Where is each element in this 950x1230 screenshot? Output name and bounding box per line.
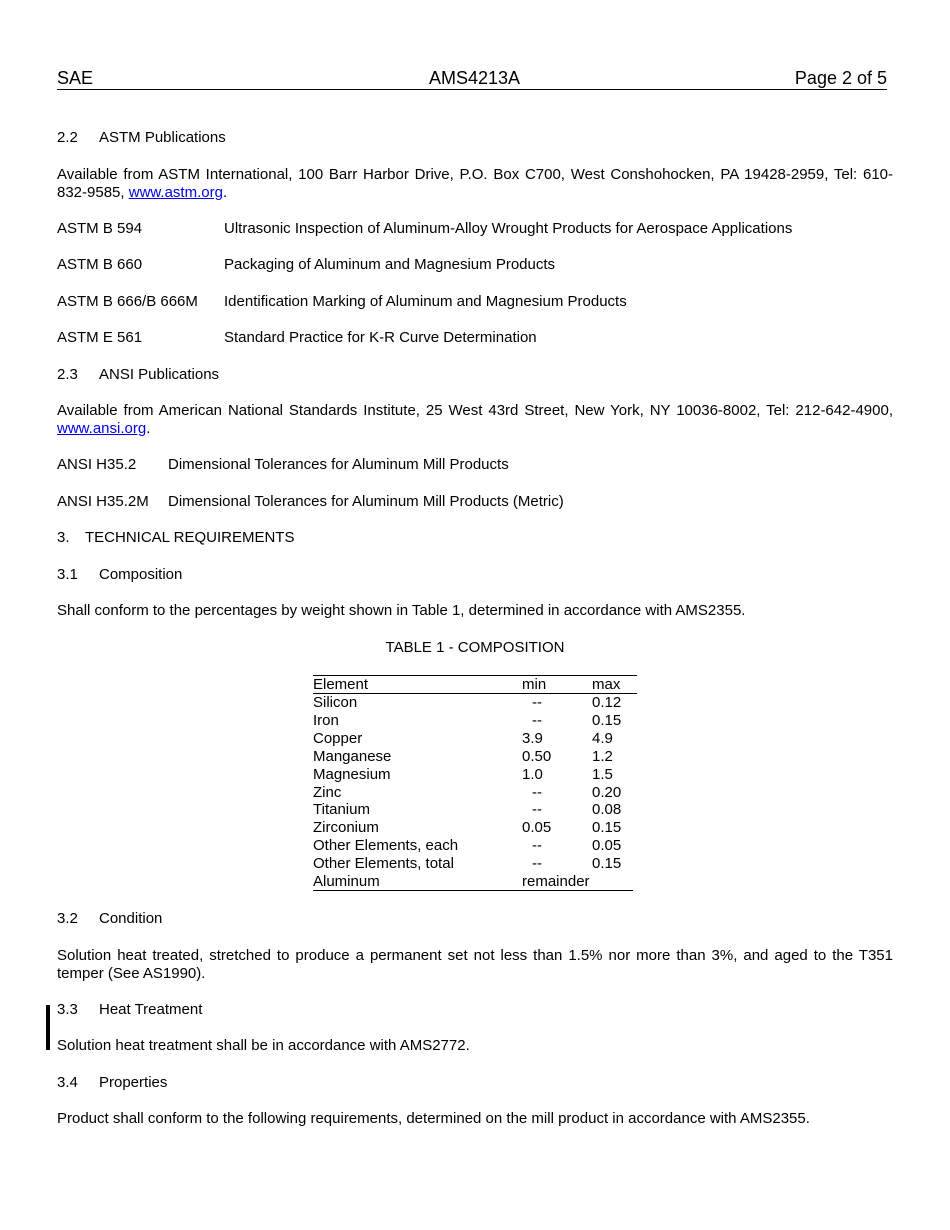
- period: .: [222, 184, 228, 201]
- cell-min: --: [532, 837, 542, 855]
- section-number: 3.: [57, 529, 70, 546]
- cell-element: Manganese: [313, 747, 392, 765]
- cell-min: 3.9: [522, 729, 543, 747]
- cell-max: 1.2: [592, 747, 613, 765]
- reference-title: Dimensional Tolerances for Aluminum Mill Products (Metric): [168, 493, 564, 510]
- section-number: 2.2: [57, 129, 78, 146]
- section-title: ASTM Publications: [99, 129, 226, 146]
- table-row: [313, 766, 637, 784]
- section-3-1-heading: [57, 566, 182, 584]
- section-number: 3.3: [57, 1001, 78, 1018]
- cell-element: Magnesium: [313, 765, 391, 783]
- availability-text: Available from ASTM International, 100 Barr Harbor Drive, P.O. Box C700, West Conshohocken, PA 19428-2959, Tel: 610-832-9585,: [57, 166, 893, 201]
- header-org: SAE: [57, 68, 94, 88]
- cell-max: 0.15: [592, 711, 622, 729]
- header-min: min: [522, 676, 547, 693]
- table-row: [313, 837, 637, 855]
- cell-max: 0.05: [592, 837, 622, 855]
- cell-element: Aluminum: [313, 873, 380, 890]
- reference-code: ASTM B 660: [57, 256, 143, 273]
- availability-text: Available from American National Standards Institute, 25 West 43rd Street, New York, NY 10036-8002, Tel: 212-642-4900,: [57, 402, 893, 419]
- cell-min: --: [532, 694, 542, 711]
- cell-max: 0.15: [592, 819, 622, 837]
- section-title: ANSI Publications: [99, 366, 220, 383]
- cell-min: 0.05: [522, 819, 552, 837]
- cell-min: --: [532, 801, 542, 819]
- table-row: [313, 748, 637, 766]
- cell-max: 0.15: [592, 855, 622, 873]
- section-title: Heat Treatment: [99, 1001, 203, 1018]
- header-element: Element: [313, 676, 369, 693]
- revision-change-bar: [46, 1005, 50, 1050]
- cell-element: Other Elements, each: [313, 837, 459, 855]
- cell-min: --: [532, 711, 542, 729]
- cell-element: Other Elements, total: [313, 855, 454, 873]
- cell-element: Iron: [313, 711, 339, 729]
- cell-max: 0.08: [592, 801, 622, 819]
- section-2-2-availability: [57, 166, 893, 202]
- reference-title: Ultrasonic Inspection of Aluminum-Alloy Wrought Products for Aerospace Applications: [224, 220, 793, 237]
- reference-title: Identification Marking of Aluminum and Magnesium Products: [224, 293, 627, 310]
- reference-row: [57, 256, 893, 274]
- section-3-2-heading: [57, 910, 162, 928]
- section-2-3-availability: [57, 402, 893, 438]
- reference-code: ASTM B 666/B 666M: [57, 293, 198, 310]
- cell-max: 0.20: [592, 783, 622, 801]
- header-doc-number: AMS4213A: [429, 68, 521, 88]
- ansi-link[interactable]: www.ansi.org: [57, 420, 147, 437]
- cell-max: 4.9: [592, 729, 613, 747]
- table-row: [313, 855, 637, 873]
- cell-max: 1.5: [592, 765, 613, 783]
- cell-element: Zirconium: [313, 819, 379, 837]
- table-rule-bottom: [313, 890, 633, 891]
- cell-min: 1.0: [522, 765, 543, 783]
- cell-min: --: [532, 783, 542, 801]
- section-title: Properties: [99, 1074, 168, 1091]
- table-row: [313, 712, 637, 730]
- table-row: [313, 873, 637, 891]
- table-row: [313, 730, 637, 748]
- section-number: 3.2: [57, 910, 78, 927]
- cell-min: remainder: [522, 873, 590, 890]
- reference-row: [57, 220, 893, 238]
- table-row: [313, 819, 637, 837]
- section-3-1-text: Shall conform to the percentages by weight shown in Table 1, determined in accordance with AMS2355.: [57, 602, 746, 619]
- section-3-4-heading: [57, 1074, 167, 1092]
- header-max: max: [592, 676, 621, 693]
- section-3-3-heading: [57, 1001, 202, 1019]
- reference-code: ASTM B 594: [57, 220, 143, 237]
- page-header: [57, 68, 887, 90]
- table-row: [313, 694, 637, 712]
- section-3-4-text: Product shall conform to the following requirements, determined on the mill product in accordance with AMS2355.: [57, 1110, 810, 1127]
- reference-code: ANSI H35.2: [57, 456, 137, 473]
- section-3-3-text: Solution heat treatment shall be in accordance with AMS2772.: [57, 1037, 470, 1054]
- section-number: 2.3: [57, 366, 78, 383]
- cell-min: 0.50: [522, 747, 552, 765]
- reference-code: ASTM E 561: [57, 329, 143, 346]
- reference-row: [57, 329, 893, 347]
- section-title: Composition: [99, 566, 183, 583]
- cell-min: --: [532, 855, 542, 873]
- section-number: 3.4: [57, 1074, 78, 1091]
- table-row: [313, 784, 637, 802]
- cell-element: Copper: [313, 729, 363, 747]
- reference-title: Packaging of Aluminum and Magnesium Products: [224, 256, 556, 273]
- table-caption: TABLE 1 - COMPOSITION: [385, 639, 565, 656]
- reference-title: Standard Practice for K-R Curve Determination: [224, 329, 537, 346]
- astm-link[interactable]: www.astm.org: [128, 184, 223, 201]
- section-2-2-heading: [57, 129, 226, 147]
- section-3-heading: [57, 529, 294, 547]
- cell-element: Silicon: [313, 694, 358, 711]
- section-2-3-heading: [57, 366, 219, 384]
- period: .: [146, 420, 151, 437]
- cell-element: Titanium: [313, 801, 370, 819]
- section-3-2-text: Solution heat treated, stretched to produce a permanent set not less than 1.5% nor more than 3%, and aged to the T351 temper (See AS1990).: [57, 947, 893, 982]
- reference-row: [57, 456, 893, 474]
- section-title: TECHNICAL REQUIREMENTS: [85, 529, 295, 546]
- cell-max: 0.12: [592, 694, 622, 711]
- table-row: [313, 801, 637, 819]
- header-page-number: Page 2 of 5: [794, 68, 887, 88]
- reference-row: [57, 293, 893, 311]
- reference-title: Dimensional Tolerances for Aluminum Mill Products: [168, 456, 509, 473]
- section-number: 3.1: [57, 566, 78, 583]
- reference-code: ANSI H35.2M: [57, 493, 149, 510]
- reference-row: [57, 493, 893, 511]
- table-header-row: [313, 676, 637, 694]
- section-title: Condition: [99, 910, 163, 927]
- cell-element: Zinc: [313, 783, 342, 801]
